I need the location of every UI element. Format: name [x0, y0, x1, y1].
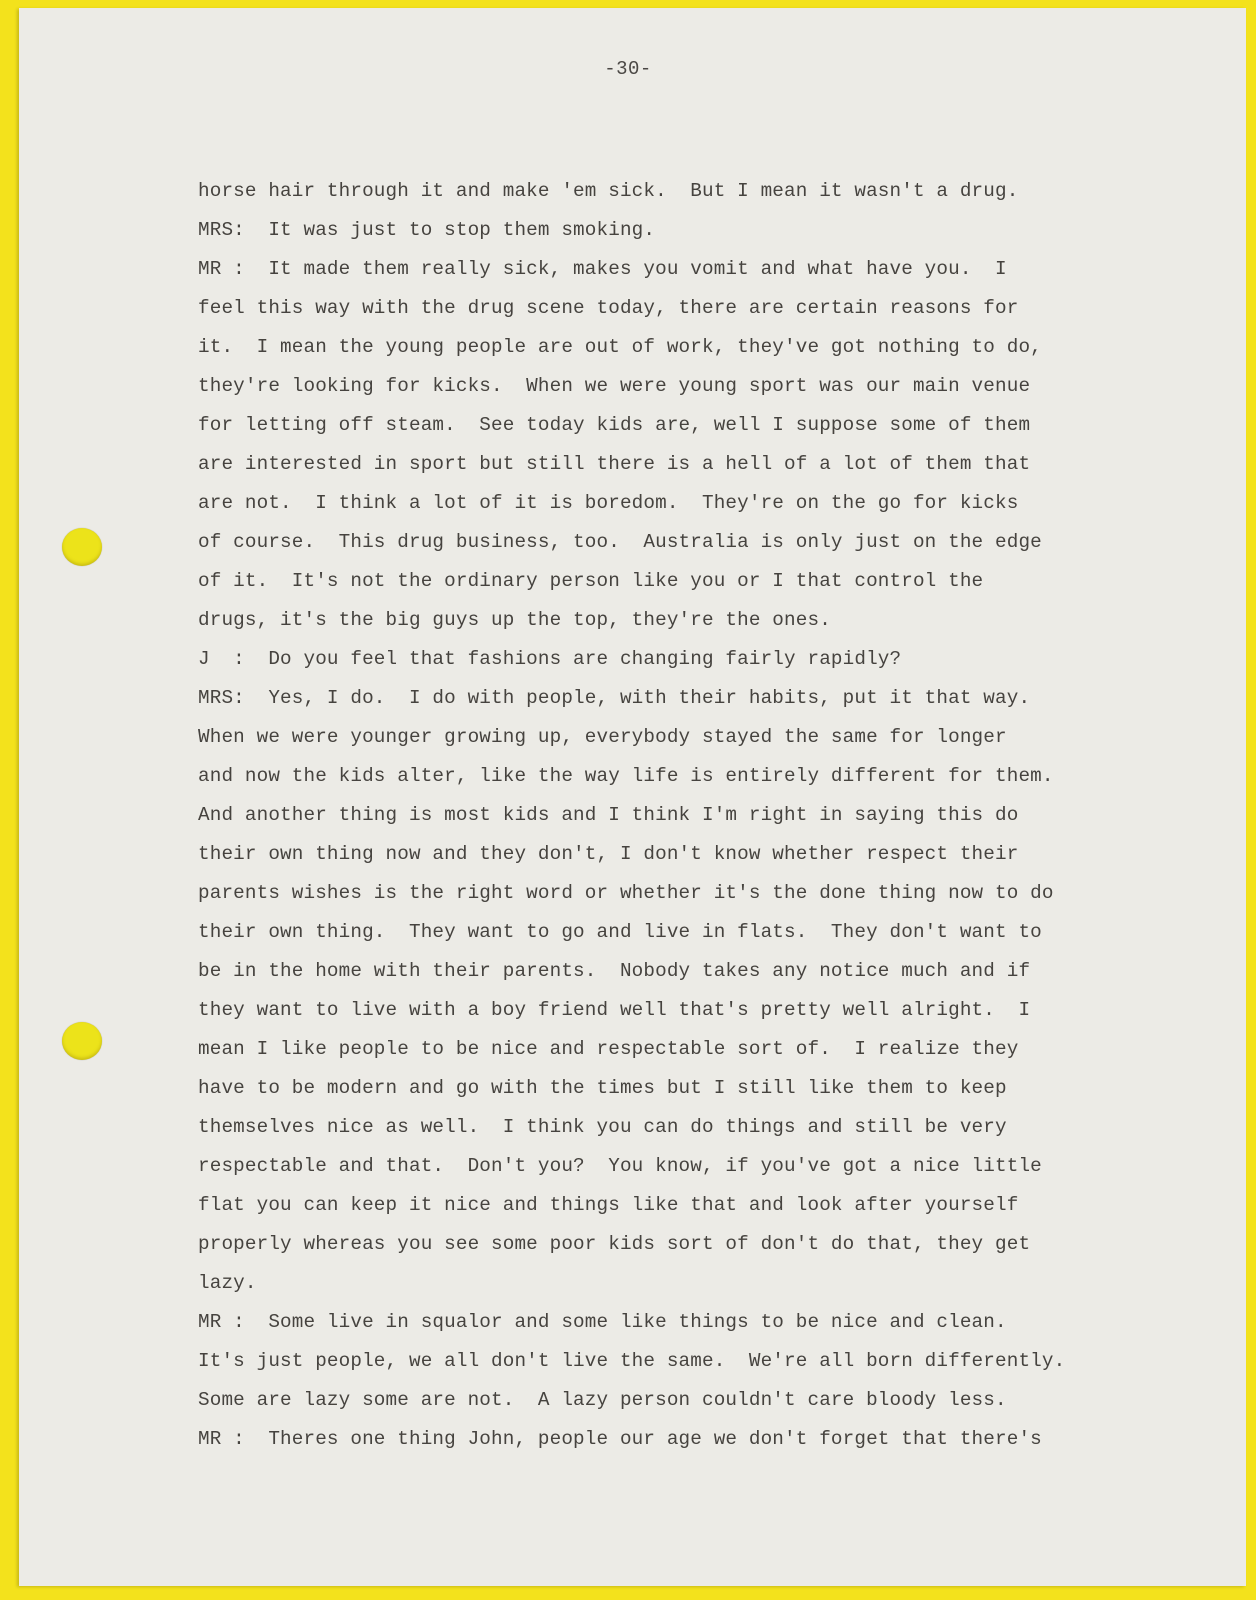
text-line: their own thing now and they don't, I don't know whether respect their: [198, 843, 1019, 865]
text-line: drugs, it's the big guys up the top, they're the ones.: [198, 609, 831, 631]
text-line: they're looking for kicks. When we were young sport was our main venue: [198, 375, 1031, 397]
text-line: mean I like people to be nice and respectable sort of. I realize they: [198, 1038, 1019, 1060]
text-line: feel this way with the drug scene today, there are certain reasons for: [198, 297, 1019, 319]
text-line: they want to live with a boy friend well that's pretty well alright. I: [198, 999, 1031, 1021]
text-line: MRS: It was just to stop them smoking.: [198, 219, 656, 241]
text-line: horse hair through it and make 'em sick. But I mean it wasn't a drug.: [198, 180, 1019, 202]
binder-hole-bottom: [62, 1022, 102, 1060]
text-line: MRS: Yes, I do. I do with people, with their habits, put it that way.: [198, 687, 1031, 709]
text-line: themselves nice as well. I think you can do things and still be very: [198, 1116, 1007, 1138]
text-line: flat you can keep it nice and things like that and look after yourself: [198, 1194, 1019, 1216]
text-line: of course. This drug business, too. Australia is only just on the edge: [198, 531, 1042, 553]
text-line: for letting off steam. See today kids are, well I suppose some of them: [198, 414, 1031, 436]
text-line: MR : Theres one thing John, people our age we don't forget that there's: [198, 1428, 1042, 1450]
text-line: J : Do you feel that fashions are changing fairly rapidly?: [198, 648, 902, 670]
text-line: parents wishes is the right word or whether it's the done thing now to do: [198, 882, 1054, 904]
page-number: -30-: [604, 58, 652, 80]
text-line: and now the kids alter, like the way life is entirely different for them.: [198, 765, 1054, 787]
text-line: Some are lazy some are not. A lazy person couldn't care bloody less.: [198, 1389, 1007, 1411]
text-line: be in the home with their parents. Nobody takes any notice much and if: [198, 960, 1031, 982]
text-line: properly whereas you see some poor kids sort of don't do that, they get: [198, 1233, 1031, 1255]
text-line: have to be modern and go with the times but I still like them to keep: [198, 1077, 1007, 1099]
text-line: their own thing. They want to go and live in flats. They don't want to: [198, 921, 1042, 943]
text-line: MR : It made them really sick, makes you vomit and what have you. I: [198, 258, 1007, 280]
text-line: it. I mean the young people are out of work, they've got nothing to do,: [198, 336, 1042, 358]
text-line: are not. I think a lot of it is boredom. They're on the go for kicks: [198, 492, 1019, 514]
text-line: are interested in sport but still there is a hell of a lot of them that: [198, 453, 1031, 475]
binder-hole-top: [62, 528, 102, 566]
text-line: It's just people, we all don't live the same. We're all born differently.: [198, 1350, 1066, 1372]
transcript-text: [198, 172, 1188, 1459]
text-line: MR : Some live in squalor and some like things to be nice and clean.: [198, 1311, 1007, 1333]
text-line: lazy.: [198, 1272, 257, 1294]
text-line: of it. It's not the ordinary person like you or I that control the: [198, 570, 984, 592]
text-line: And another thing is most kids and I think I'm right in saying this do: [198, 804, 1019, 826]
text-line: When we were younger growing up, everybody stayed the same for longer: [198, 726, 1007, 748]
text-line: respectable and that. Don't you? You know, if you've got a nice little: [198, 1155, 1042, 1177]
